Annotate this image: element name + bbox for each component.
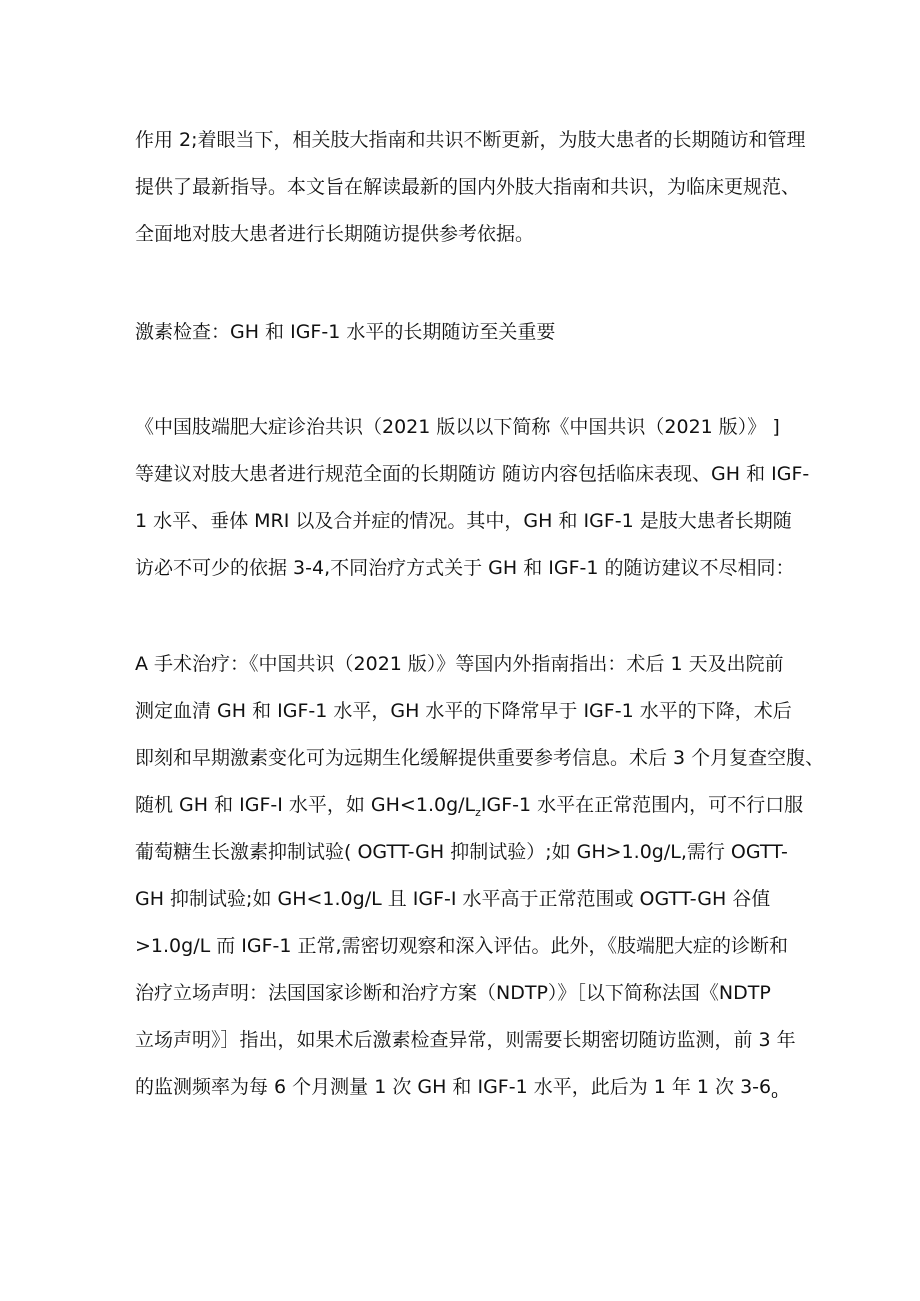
text-line: 等建议对肢大患者进行规范全面的长期随访 随访内容包括临床表现、GH 和 IGF- bbox=[135, 463, 810, 485]
text-line: >1.0g/L 而 IGF-1 正常,需密切观察和深入评估。此外，《肢端肥大症的诊断和 bbox=[135, 935, 789, 957]
text-line bbox=[135, 782, 804, 829]
intro-paragraph bbox=[135, 117, 806, 258]
surgery-paragraph bbox=[135, 641, 825, 1111]
text-line: 《中国肢端肥大症诊治共识（2021 版以以下简称《中国共识（2021 版）》 ] bbox=[135, 416, 780, 438]
text-line: 访必不可少的依据 3-4,不同治疗方式关于 GH 和 IGF-1 的随访建议不尽相同： bbox=[135, 557, 795, 579]
text-line: 治疗立场声明：法国国家诊断和治疗方案（NDTP）》［以下简称法国《NDTP bbox=[135, 982, 771, 1004]
text-line: 作用 2;着眼当下，相关肢大指南和共识不断更新，为肢大患者的长期随访和管理 bbox=[135, 129, 806, 151]
text-segment: 的监测频率为每 6 个月测量 1 次 GH 和 IGF-1 水平，此后为 1 年 1 次 3-6 bbox=[135, 1076, 772, 1098]
text-line: 全面地对肢大患者进行长期随访提供参考依据。 bbox=[135, 223, 535, 245]
text-segment: IGF-1 水平在正常范围内，可不行口服 bbox=[480, 794, 804, 816]
text-line: 测定血清 GH 和 IGF-1 水平，GH 水平的下降常早于 IGF-1 水平的下降，术后 bbox=[135, 700, 792, 722]
text-segment: 随机 GH 和 IGF-I 水平，如 GH<1.0g/L bbox=[135, 794, 476, 816]
section-heading bbox=[135, 309, 795, 356]
subscript-text: z bbox=[475, 805, 481, 819]
heading-text: 激素检查：GH 和 IGF-1 水平的长期随访至关重要 bbox=[135, 321, 556, 343]
text-line: 提供了最新指导。本文旨在解读最新的国内外肢大指南和共识，为临床更规范、 bbox=[135, 176, 801, 198]
text-line: 即刻和早期激素变化可为远期生化缓解提供重要参考信息。术后 3 个月复查空腹、 bbox=[135, 747, 825, 769]
text-line: 1 水平、垂体 MRI 以及合并症的情况。其中，GH 和 IGF-1 是肢大患者长期随 bbox=[135, 510, 792, 532]
text-line bbox=[135, 1064, 795, 1111]
subscript-text: o bbox=[771, 1087, 778, 1101]
text-line: A 手术治疗：《中国共识（2021 版）》等国内外指南指出：术后 1 天及出院前 bbox=[135, 653, 784, 675]
consensus-paragraph bbox=[135, 404, 810, 592]
text-line: 葡萄糖生长激素抑制试验( OGTT-GH 抑制试验）;如 GH>1.0g/L,需行 OGTT- bbox=[135, 841, 788, 863]
text-line: GH 抑制试验;如 GH<1.0g/L 且 IGF-I 水平高于正常范围或 OGTT-GH 谷值 bbox=[135, 888, 771, 910]
text-line: 立场声明》］指出，如果术后激素检查异常，则需要长期密切随访监测，前 3 年 bbox=[135, 1029, 796, 1051]
